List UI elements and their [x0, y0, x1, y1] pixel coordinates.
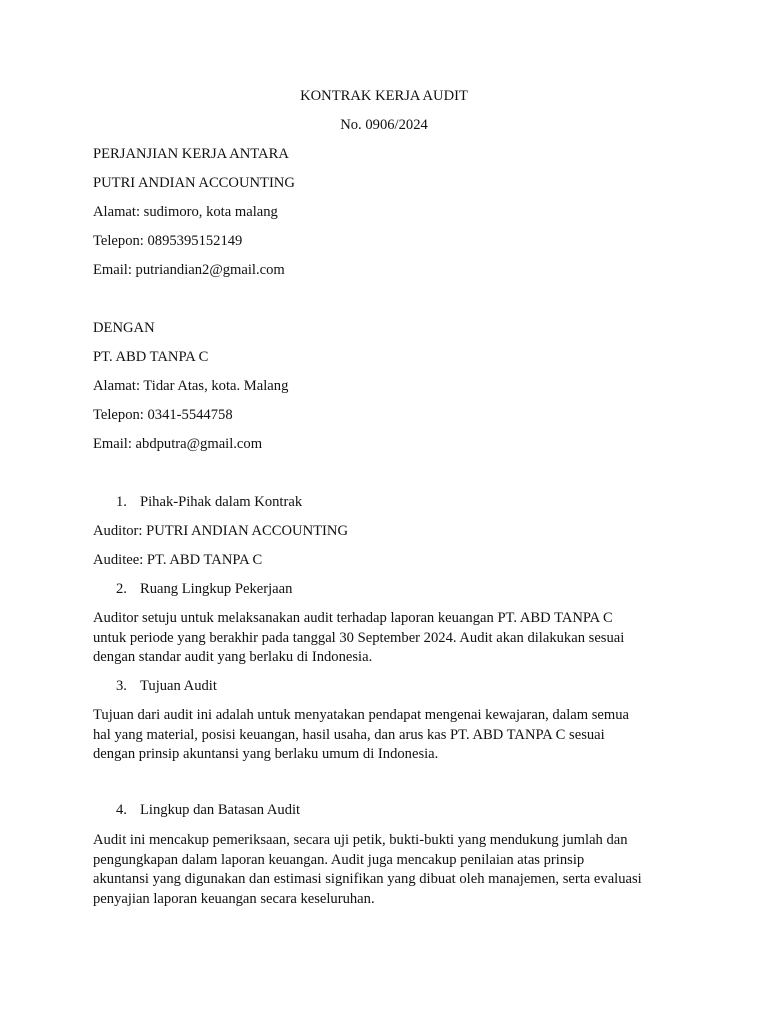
paragraph-line: Tujuan dari audit ini adalah untuk menyatakan pendapat mengenai kewajaran, dalam semua — [93, 707, 630, 723]
party1-intro: PERJANJIAN KERJA ANTARA — [93, 146, 289, 162]
party1-address: Alamat: sudimoro, kota malang — [93, 204, 278, 220]
party2-intro: DENGAN — [93, 320, 155, 336]
paragraph-line: Audit ini mencakup pemeriksaan, secara uji petik, bukti-bukti yang mendukung jumlah dan — [93, 832, 628, 848]
party2-phone: Telepon: 0341-5544758 — [93, 407, 233, 423]
section-2-number: 2. — [116, 581, 127, 597]
section-1-number: 1. — [116, 494, 127, 510]
auditor-line: Auditor: PUTRI ANDIAN ACCOUNTING — [93, 523, 348, 539]
section-4-heading: Lingkup dan Batasan Audit — [140, 802, 301, 818]
paragraph-line: untuk periode yang berakhir pada tanggal 30 September 2024. Audit akan dilakukan sesuai — [93, 629, 625, 646]
auditee-line: Auditee: PT. ABD TANPA C — [93, 552, 263, 568]
party2-name: PT. ABD TANPA C — [93, 349, 209, 365]
party1-email: Email: putriandian2@gmail.com — [93, 262, 285, 278]
section-3-number: 3. — [116, 678, 127, 694]
party1-phone: Telepon: 0895395152149 — [93, 233, 243, 249]
paragraph-line: hal yang material, posisi keuangan, hasil usaha, dan arus kas PT. ABD TANPA C sesuai — [93, 726, 605, 743]
paragraph-line: akuntansi yang digunakan dan estimasi signifikan yang dibuat oleh manajemen, serta evaluasi — [93, 871, 642, 887]
section-3-paragraph — [93, 706, 693, 765]
section-1-heading: Pihak-Pihak dalam Kontrak — [140, 494, 303, 510]
paragraph-line: dengan standar audit yang berlaku di Indonesia. — [93, 649, 373, 665]
section-4-number: 4. — [116, 802, 127, 818]
party2-email: Email: abdputra@gmail.com — [93, 436, 263, 452]
document-title: KONTRAK KERJA AUDIT — [300, 88, 468, 104]
contract-number: No. 0906/2024 — [340, 117, 428, 133]
section-4-paragraph — [93, 831, 693, 909]
section-2-heading: Ruang Lingkup Pekerjaan — [140, 581, 293, 597]
paragraph-line: penyajian laporan keuangan secara keseluruhan. — [93, 890, 375, 907]
paragraph-line: Auditor setuju untuk melaksanakan audit terhadap laporan keuangan PT. ABD TANPA C — [93, 610, 613, 626]
paragraph-line: dengan prinsip akuntansi yang berlaku umum di Indonesia. — [93, 746, 439, 762]
section-3-heading: Tujuan Audit — [140, 678, 217, 694]
paragraph-line: pengungkapan dalam laporan keuangan. Audit juga mencakup penilaian atas prinsip — [93, 851, 585, 868]
party1-name: PUTRI ANDIAN ACCOUNTING — [93, 175, 295, 191]
section-2-paragraph — [93, 609, 693, 668]
party2-address: Alamat: Tidar Atas, kota. Malang — [93, 378, 289, 394]
